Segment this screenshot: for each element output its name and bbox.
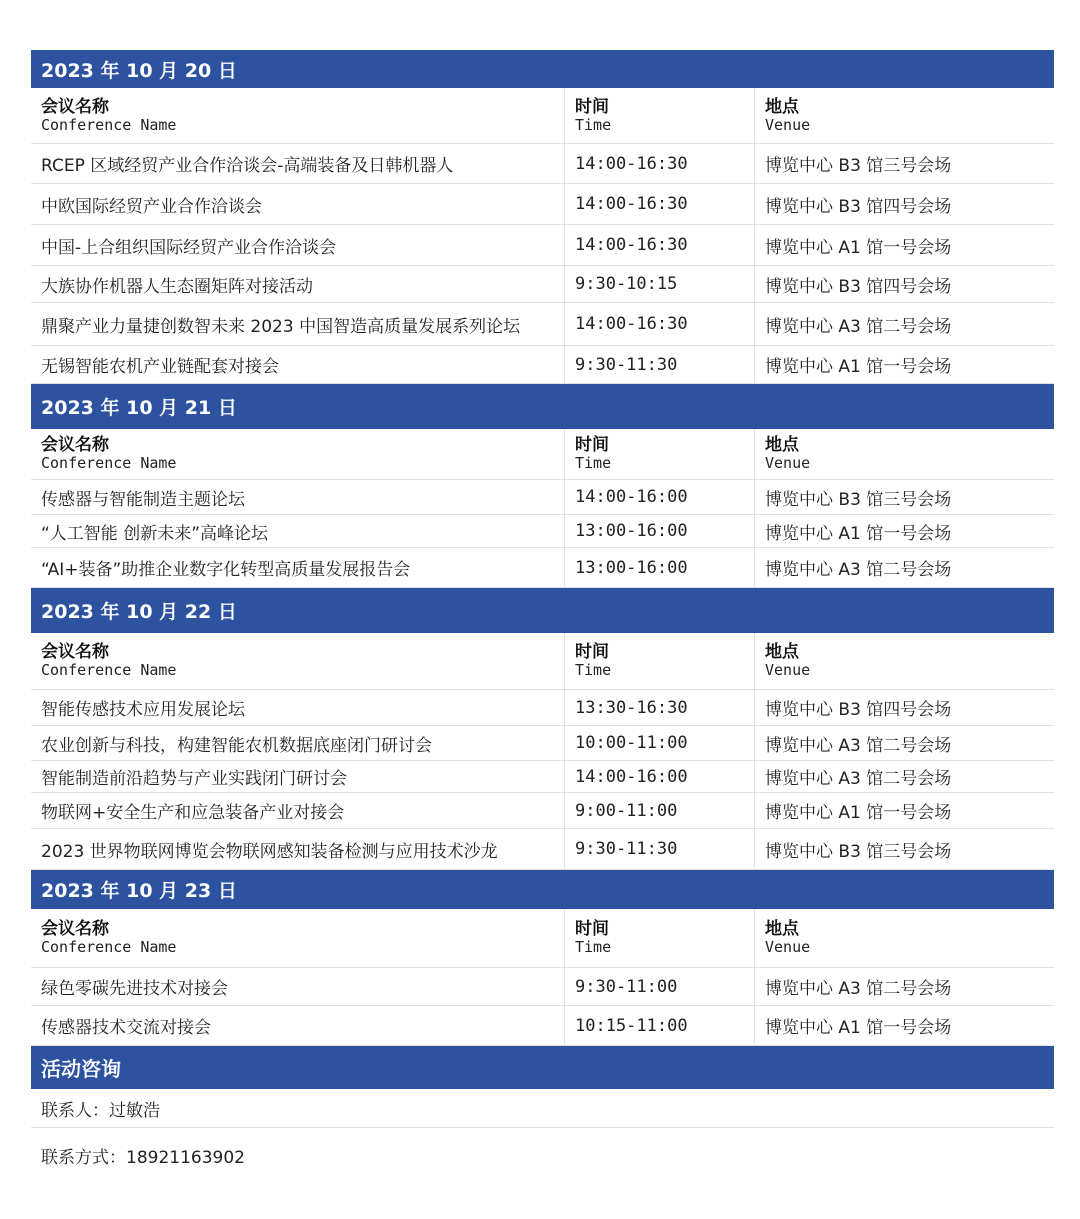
header-name-zh: 会议名称 [41,435,109,455]
header-time [564,909,754,967]
conference-time: 9:00-11:00 [564,793,754,828]
schedule-sheet [31,50,1054,1183]
header-name [31,633,564,689]
conference-time: 9:30-11:30 [564,829,754,869]
header-time [564,633,754,689]
contact-phone: 联系方式：18921163902 [41,1148,245,1168]
conference-venue: 博览中心 B3 馆三号会场 [754,480,1054,514]
conference-name: 智能制造前沿趋势与产业实践闭门研讨会 [41,769,347,789]
conference-time: 14:00-16:30 [564,303,754,345]
conference-name: 中欧国际经贸产业合作洽谈会 [41,196,262,217]
header-name-en: Conference Name [41,661,177,679]
header-venue-zh: 地点 [765,642,799,662]
header-name-zh: 会议名称 [41,919,109,939]
conference-time: 9:30-10:15 [564,266,754,302]
conference-time: 14:00-16:00 [564,480,754,514]
conference-time: 14:00-16:30 [564,184,754,224]
header-name [31,88,564,143]
contact-title-bar: 活动咨询 [31,1046,1054,1089]
conference-time: 14:00-16:00 [564,761,754,792]
header-venue-zh: 地点 [765,96,799,117]
header-venue-en: Venue [765,661,811,679]
conference-time: 14:00-16:30 [564,144,754,183]
conference-name: 物联网+安全生产和应急装备产业对接会 [41,803,345,823]
conference-name: 无锡智能农机产业链配套对接会 [41,357,279,377]
conference-name: “AI+装备”助推企业数字化转型高质量发展报告会 [41,560,411,580]
header-time [564,429,754,479]
header-time-zh: 时间 [575,642,609,662]
header-venue-zh: 地点 [765,919,799,939]
conference-venue: 博览中心 A1 馆一号会场 [754,793,1054,828]
conference-name: 传感器技术交流对接会 [41,1018,211,1038]
conference-name: 大族协作机器人生态圈矩阵对接活动 [41,276,313,297]
header-name [31,429,564,479]
header-venue [754,429,1054,479]
conference-venue: 博览中心 A3 馆二号会场 [754,968,1054,1005]
conference-time: 9:30-11:30 [564,346,754,383]
header-name-en: Conference Name [41,938,177,956]
conference-venue: 博览中心 B3 馆三号会场 [754,829,1054,869]
conference-venue: 博览中心 B3 馆四号会场 [754,690,1054,725]
table-header [31,633,1054,690]
conference-venue: 博览中心 B3 馆四号会场 [754,184,1054,224]
day-bar: 2023 年 10 月 23 日 [31,870,1054,909]
conference-venue: 博览中心 A1 馆一号会场 [754,225,1054,265]
header-venue-en: Venue [765,115,811,134]
conference-name: 传感器与智能制造主题论坛 [41,489,245,510]
conference-time: 9:30-11:00 [564,968,754,1005]
header-time-zh: 时间 [575,919,609,939]
table-row [31,303,1054,346]
conference-venue: 博览中心 B3 馆三号会场 [754,144,1054,183]
header-name-en: Conference Name [41,454,177,472]
header-venue-en: Venue [765,454,811,472]
conference-venue: 博览中心 A1 馆一号会场 [754,1006,1054,1045]
day-bar: 2023 年 10 月 20 日 [31,50,1054,88]
header-name-en: Conference Name [41,115,177,134]
table-row [31,184,1054,225]
header-venue [754,633,1054,689]
table-row [31,726,1054,761]
table-row [31,346,1054,384]
header-time-en: Time [575,661,612,679]
day-bar: 2023 年 10 月 22 日 [31,588,1054,633]
table-row [31,480,1054,515]
conference-venue: 博览中心 A1 馆一号会场 [754,515,1054,547]
conference-venue: 博览中心 A3 馆二号会场 [754,303,1054,345]
header-name [31,909,564,967]
conference-time: 14:00-16:30 [564,225,754,265]
header-time-zh: 时间 [575,435,609,455]
conference-name: 中国-上合组织国际经贸产业合作洽谈会 [41,237,337,258]
conference-time: 10:15-11:00 [564,1006,754,1045]
conference-name: “人工智能 创新未来”高峰论坛 [41,523,269,544]
table-header [31,909,1054,968]
header-venue-en: Venue [765,938,811,956]
conference-venue: 博览中心 B3 馆四号会场 [754,266,1054,302]
table-row [31,1006,1054,1046]
conference-time: 13:30-16:30 [564,690,754,725]
conference-time: 13:00-16:00 [564,548,754,587]
conference-name: RCEP 区域经贸产业合作洽谈会-高端装备及日韩机器人 [41,156,454,176]
header-time [564,88,754,143]
conference-name: 鼎聚产业力量捷创数智未来 2023 中国智造高质量发展系列论坛 [41,316,521,337]
header-venue [754,88,1054,143]
table-row [31,225,1054,266]
header-venue [754,909,1054,967]
table-header [31,429,1054,480]
header-time-zh: 时间 [575,96,609,117]
conference-time: 10:00-11:00 [564,726,754,760]
table-row [31,793,1054,829]
table-row [31,515,1054,548]
table-row [31,266,1054,303]
conference-name: 绿色零碳先进技术对接会 [41,979,228,999]
header-time-en: Time [575,454,612,472]
conference-venue: 博览中心 A1 馆一号会场 [754,346,1054,383]
header-time-en: Time [575,938,612,956]
conference-name: 农业创新与科技，构建智能农机数据底座闭门研讨会 [41,735,432,756]
table-row [31,761,1054,793]
table-row [31,690,1054,726]
table-row [31,548,1054,588]
contact-person: 联系人：过敏浩 [31,1089,1054,1128]
table-row [31,968,1054,1006]
conference-name: 2023 世界物联网博览会物联网感知装备检测与应用技术沙龙 [41,841,498,862]
conference-time: 13:00-16:00 [564,515,754,547]
day-bar: 2023 年 10 月 21 日 [31,384,1054,429]
header-name-zh: 会议名称 [41,96,109,117]
header-time-en: Time [575,115,612,134]
header-name-zh: 会议名称 [41,642,109,662]
conference-venue: 博览中心 A3 馆二号会场 [754,726,1054,760]
table-row [31,829,1054,870]
conference-venue: 博览中心 A3 馆二号会场 [754,548,1054,587]
conference-name: 智能传感技术应用发展论坛 [41,700,245,720]
header-venue-zh: 地点 [765,435,799,455]
table-header [31,88,1054,144]
conference-venue: 博览中心 A3 馆二号会场 [754,761,1054,792]
table-row [31,144,1054,184]
